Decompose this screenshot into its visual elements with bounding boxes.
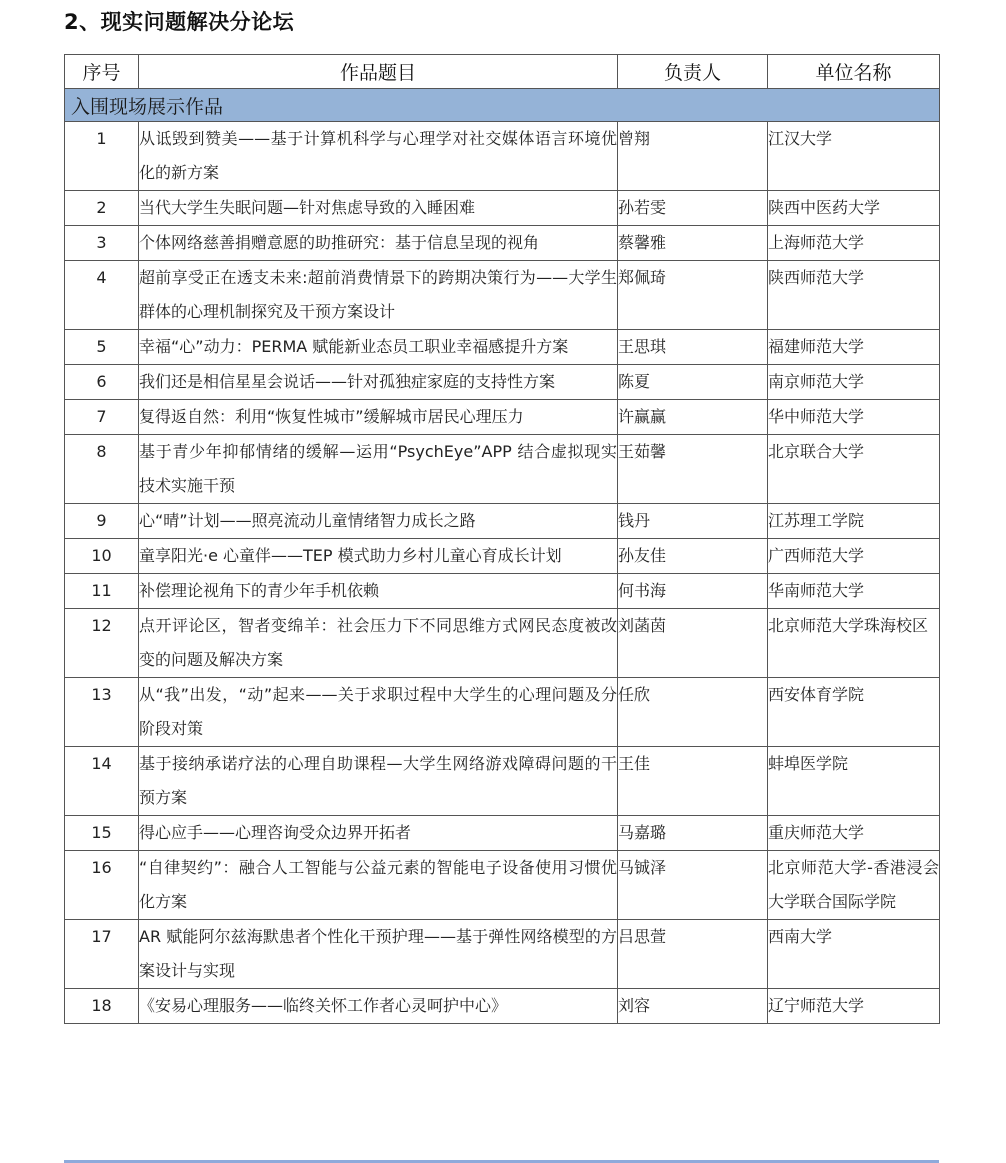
table-row xyxy=(65,851,940,920)
row-unit: 西南大学 xyxy=(768,920,940,989)
row-number: 15 xyxy=(65,816,139,851)
row-leader: 钱丹 xyxy=(618,504,768,539)
row-number: 4 xyxy=(65,261,139,330)
row-unit: 华中师范大学 xyxy=(768,400,940,435)
row-number: 1 xyxy=(65,122,139,191)
table-row xyxy=(65,435,940,504)
table-row xyxy=(65,504,940,539)
row-title: 得心应手——心理咨询受众边界开拓者 xyxy=(139,816,618,851)
row-number: 2 xyxy=(65,191,139,226)
row-leader: 王思琪 xyxy=(618,330,768,365)
row-title: 《安易心理服务——临终关怀工作者心灵呵护中心》 xyxy=(139,989,618,1024)
table-body xyxy=(65,89,940,1024)
row-title: 基于接纳承诺疗法的心理自助课程—大学生网络游戏障碍问题的干预方案 xyxy=(139,747,618,816)
row-leader: 王茹馨 xyxy=(618,435,768,504)
row-unit: 西安体育学院 xyxy=(768,678,940,747)
row-number: 5 xyxy=(65,330,139,365)
row-number: 8 xyxy=(65,435,139,504)
row-leader: 许赢赢 xyxy=(618,400,768,435)
row-number: 14 xyxy=(65,747,139,816)
row-title: 当代大学生失眠问题—针对焦虑导致的入睡困难 xyxy=(139,191,618,226)
group-label: 入围现场展示作品 xyxy=(65,89,940,122)
table-row xyxy=(65,747,940,816)
row-unit: 陕西中医药大学 xyxy=(768,191,940,226)
table-row xyxy=(65,191,940,226)
table-row xyxy=(65,400,940,435)
group-row xyxy=(65,89,940,122)
row-title: 补偿理论视角下的青少年手机依赖 xyxy=(139,574,618,609)
row-title: 从“我”出发，“动”起来——关于求职过程中大学生的心理问题及分阶段对策 xyxy=(139,678,618,747)
row-leader: 郑佩琦 xyxy=(618,261,768,330)
table-row xyxy=(65,365,940,400)
row-leader: 王佳 xyxy=(618,747,768,816)
row-title: 点开评论区，智者变绵羊：社会压力下不同思维方式网民态度被改变的问题及解决方案 xyxy=(139,609,618,678)
row-number: 11 xyxy=(65,574,139,609)
table-row xyxy=(65,609,940,678)
row-leader: 何书海 xyxy=(618,574,768,609)
entries-table xyxy=(64,54,940,1024)
row-title: 基于青少年抑郁情绪的缓解—运用“PsychEye”APP 结合虚拟现实技术实施干预 xyxy=(139,435,618,504)
row-title: 个体网络慈善捐赠意愿的助推研究：基于信息呈现的视角 xyxy=(139,226,618,261)
table-row xyxy=(65,330,940,365)
row-leader: 马嘉璐 xyxy=(618,816,768,851)
table-row xyxy=(65,226,940,261)
row-number: 16 xyxy=(65,851,139,920)
row-number: 9 xyxy=(65,504,139,539)
row-leader: 刘菡茵 xyxy=(618,609,768,678)
row-leader: 曾翔 xyxy=(618,122,768,191)
row-leader: 陈夏 xyxy=(618,365,768,400)
row-unit: 北京师范大学-香港浸会大学联合国际学院 xyxy=(768,851,940,920)
row-unit: 陕西师范大学 xyxy=(768,261,940,330)
row-number: 13 xyxy=(65,678,139,747)
row-unit: 辽宁师范大学 xyxy=(768,989,940,1024)
header-row xyxy=(65,55,940,89)
row-title: 我们还是相信星星会说话——针对孤独症家庭的支持性方案 xyxy=(139,365,618,400)
row-title: 从诋毁到赞美——基于计算机科学与心理学对社交媒体语言环境优化的新方案 xyxy=(139,122,618,191)
row-unit: 北京联合大学 xyxy=(768,435,940,504)
row-leader: 刘容 xyxy=(618,989,768,1024)
row-title: “自律契约”：融合人工智能与公益元素的智能电子设备使用习惯优化方案 xyxy=(139,851,618,920)
table-row xyxy=(65,122,940,191)
row-unit: 江汉大学 xyxy=(768,122,940,191)
row-leader: 蔡馨雅 xyxy=(618,226,768,261)
row-number: 10 xyxy=(65,539,139,574)
row-title: 心“晴”计划——照亮流动儿童情绪智力成长之路 xyxy=(139,504,618,539)
header-title: 作品题目 xyxy=(139,55,618,89)
row-title: 超前享受正在透支未来:超前消费情景下的跨期决策行为——大学生群体的心理机制探究及干预方案设计 xyxy=(139,261,618,330)
row-number: 18 xyxy=(65,989,139,1024)
row-unit: 江苏理工学院 xyxy=(768,504,940,539)
row-title: 童享阳光·e 心童伴——TEP 模式助力乡村儿童心育成长计划 xyxy=(139,539,618,574)
row-leader: 任欣 xyxy=(618,678,768,747)
header-no: 序号 xyxy=(65,55,139,89)
table-row xyxy=(65,816,940,851)
row-number: 7 xyxy=(65,400,139,435)
row-title: 复得返自然：利用“恢复性城市”缓解城市居民心理压力 xyxy=(139,400,618,435)
row-number: 17 xyxy=(65,920,139,989)
table-row xyxy=(65,539,940,574)
row-leader: 马铖泽 xyxy=(618,851,768,920)
table-row xyxy=(65,678,940,747)
row-title: 幸福“心”动力：PERMA 赋能新业态员工职业幸福感提升方案 xyxy=(139,330,618,365)
row-number: 12 xyxy=(65,609,139,678)
row-unit: 上海师范大学 xyxy=(768,226,940,261)
row-leader: 孙友佳 xyxy=(618,539,768,574)
row-number: 3 xyxy=(65,226,139,261)
table-row xyxy=(65,920,940,989)
header-leader: 负责人 xyxy=(618,55,768,89)
row-title: AR 赋能阿尔兹海默患者个性化干预护理——基于弹性网络模型的方案设计与实现 xyxy=(139,920,618,989)
row-unit: 南京师范大学 xyxy=(768,365,940,400)
row-unit: 广西师范大学 xyxy=(768,539,940,574)
row-unit: 华南师范大学 xyxy=(768,574,940,609)
row-unit: 蚌埠医学院 xyxy=(768,747,940,816)
table-row xyxy=(65,989,940,1024)
header-unit: 单位名称 xyxy=(768,55,940,89)
row-leader: 吕思萱 xyxy=(618,920,768,989)
row-leader: 孙若雯 xyxy=(618,191,768,226)
table-row xyxy=(65,574,940,609)
row-number: 6 xyxy=(65,365,139,400)
row-unit: 北京师范大学珠海校区 xyxy=(768,609,940,678)
row-unit: 福建师范大学 xyxy=(768,330,940,365)
row-unit: 重庆师范大学 xyxy=(768,816,940,851)
table-row xyxy=(65,261,940,330)
section-title: 2、现实问题解决分论坛 xyxy=(64,10,295,34)
